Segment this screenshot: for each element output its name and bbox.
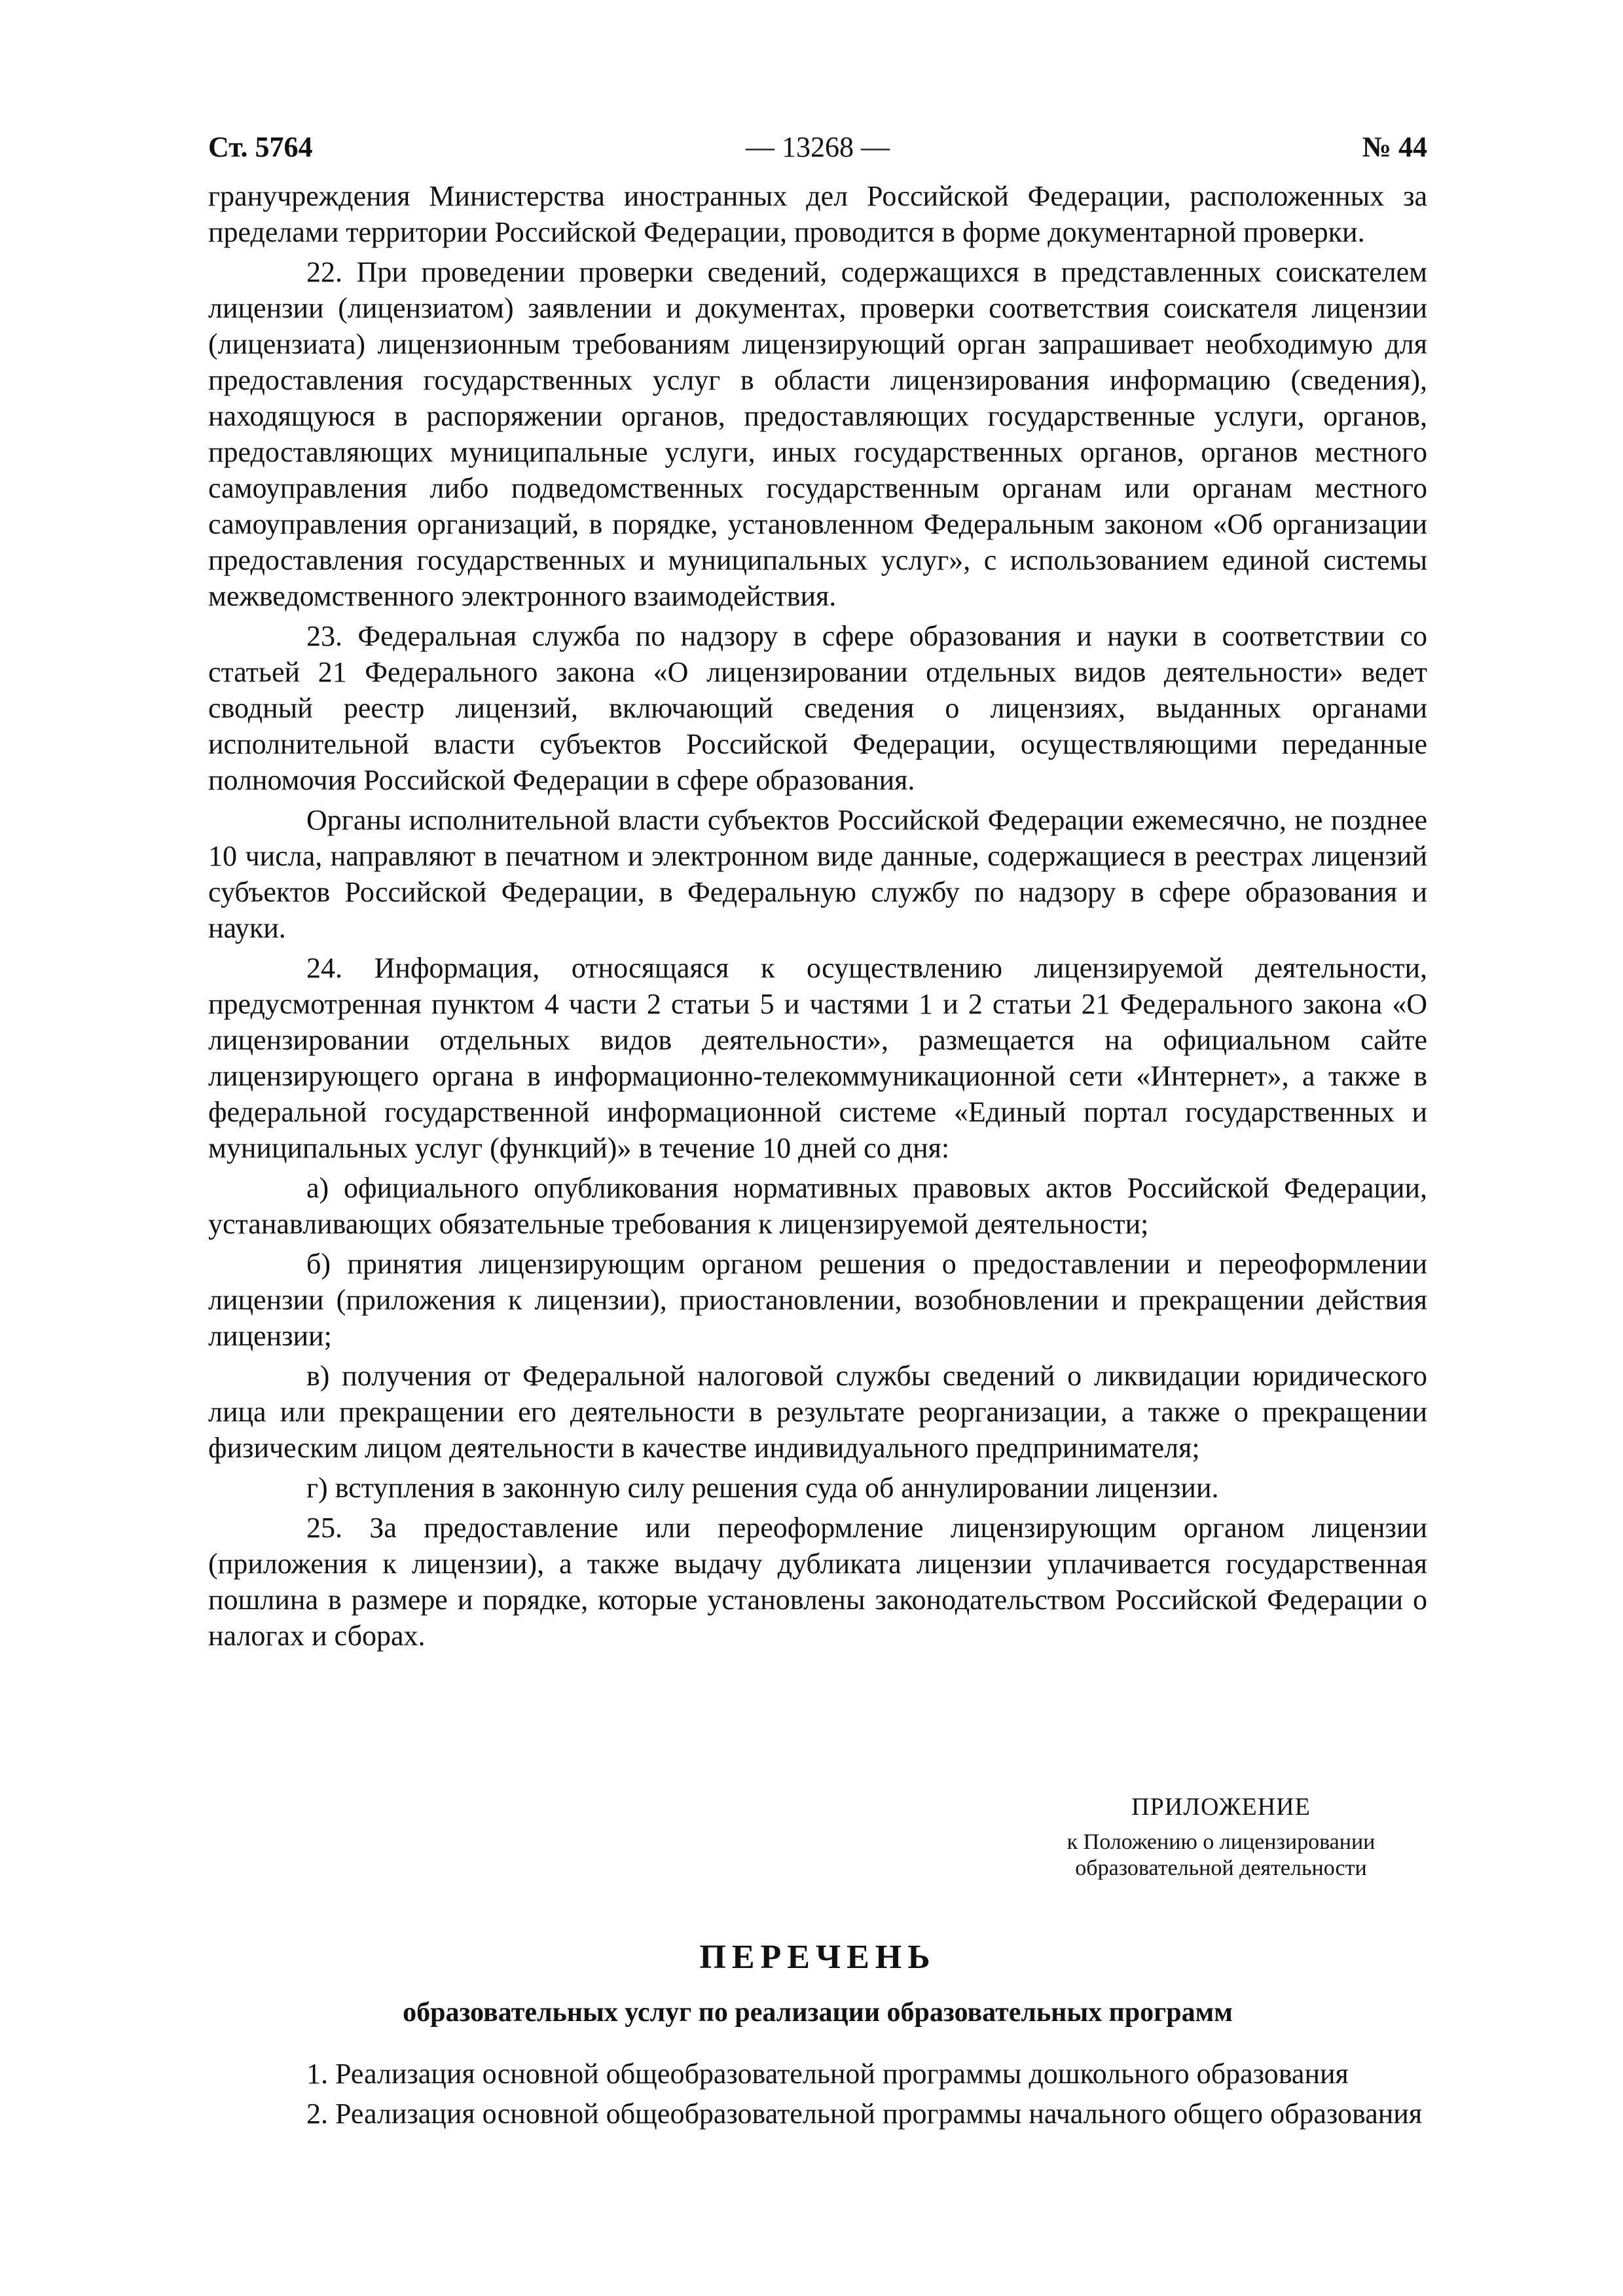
appendix-title: ПРИЛОЖЕНИЕ [1131,1793,1311,1821]
paragraph-24-d: г) вступления в законную силу решения суда об аннулировании лицензии. [306,1472,1219,1504]
list-body [208,2056,1427,2136]
paragraph-23: 23. Федеральная служба по надзору в сфере образования и науки в соответствии со статьей 21 Федерального закона «О лицензировании отдельных видов деятельности» ведет сводный реестр лицензий, включающий сведения о лицензиях, выданных органами исполнительной власти субъектов Российской Федерации, осуществляющими переданные полномочия Российской Федерации в сфере образования. [208,620,1427,796]
list-subtitle: образовательных услуг по реализации образовательных программ [403,1997,1233,2028]
paragraph-24-b: б) принятия лицензирующим органом решения о предоставлении и переоформлении лицензии (приложения к лицензии), приостановлении, возобновлении и прекращении действия лицензии; [208,1248,1427,1352]
list-item: 2. Реализация основной общеобразовательной программы начального общего образования [306,2098,1423,2130]
paragraph-24: 24. Информация, относящаяся к осуществлению лицензируемой деятельности, предусмотренная пунктом 4 части 2 статьи 5 и частями 1 и 2 статьи 21 Федерального закона «О лицензировании отдельных видов деятельности», размещается на официальном сайте лицензирующего органа в информационно-телекоммуникационной сети «Интернет», а также в федеральной государственной информационной системе «Единый портал государственных и муниципальных услуг (функций)» в течение 10 дней со дня: [208,952,1427,1164]
list-title: ПЕРЕЧЕНЬ [699,1939,936,1976]
paragraph-25: 25. За предоставление или переоформление лицензирующим органом лицензии (приложения к лицензии), а также выдачу дубликата лицензии уплачивается государственная пошлина в размере и порядке, которые установлены законодательством Российской Федерации о налогах и сборах. [208,1512,1427,1652]
appendix-block [1021,1794,1421,1882]
appendix-line-1: к Положению о лицензировании [1067,1830,1376,1854]
page-header [208,124,1427,170]
paragraph-24-c: в) получения от Федеральной налоговой службы сведений о ликвидации юридического лица или прекращении его деятельности в результате реорганизации, а также о прекращении физическим лицом деятельности в качестве индивидуального предпринимателя; [208,1360,1427,1464]
list-item: 1. Реализация основной общеобразовательной программы дошкольного образования [306,2058,1349,2090]
appendix-line-2: образовательной деятельности [1075,1856,1367,1880]
paragraph-23-cont: Органы исполнительной власти субъектов Российской Федерации ежемесячно, не позднее 10 числа, направляют в печатном и электронном виде данные, содержащиеся в реестрах лицензий субъектов Российской Федерации, в Федеральную службу по надзору в сфере образования и науки. [208,804,1427,944]
article-number: Ст. 5764 [208,131,313,163]
paragraph-continuation: гранучреждения Министерства иностранных дел Российской Федерации, расположенных за пределами территории Российской Федерации, проводится в форме документарной проверки. [208,180,1427,248]
page-number: — 13268 — [746,131,890,163]
paragraph-22: 22. При проведении проверки сведений, содержащихся в представленных соискателем лицензии (лицензиатом) заявлении и документах, проверки соответствия соискателя лицензии (лицензиата) лицензионным требованиям лицензирующий орган запрашивает необходимую для предоставления государственных услуг в области лицензирования информацию (сведения), находящуюся в распоряжении органов, предоставляющих государственные услуги, органов, предоставляющих муниципальные услуги, иных государственных органов, органов местного самоуправления либо подведомственных государственным органам или органам местного самоуправления организаций, в порядке, установленном Федеральным законом «Об организации предоставления государственных и муниципальных услуг», с использованием единой системы межведомственного электронного взаимодействия. [208,256,1427,612]
main-text [208,178,1427,1654]
issue-number: № 44 [1362,131,1427,163]
paragraph-24-a: а) официального опубликования нормативных правовых актов Российской Федерации, устанавливающих обязательные требования к лицензируемой деятельности; [208,1172,1427,1240]
